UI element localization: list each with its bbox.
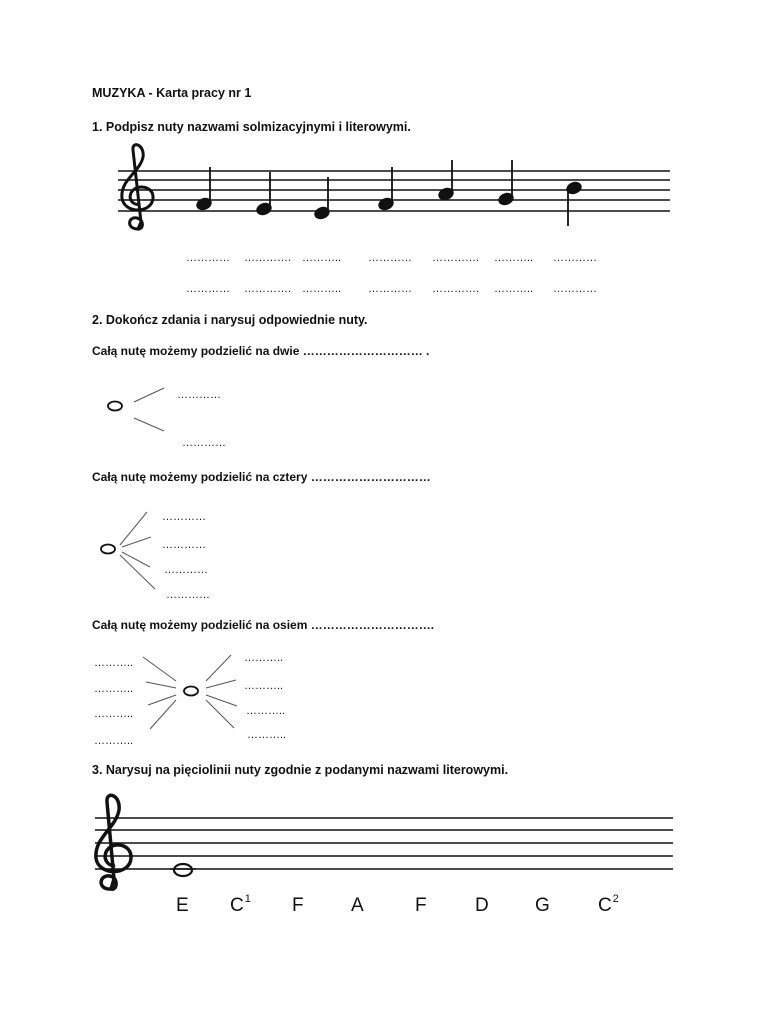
letter-name: $C^1$ — [230, 893, 251, 916]
sentence-two-halves: Całą nutę możemy podzielić na dwie ………………………… . — [92, 344, 430, 358]
answer-blank[interactable]: ………… — [186, 283, 230, 295]
answer-blank[interactable]: ………… — [186, 252, 230, 264]
answer-blank[interactable]: ……….. — [494, 252, 534, 264]
answer-blank[interactable]: ……….. — [244, 652, 284, 664]
letter-name: $C^2$ — [598, 893, 619, 916]
answer-blank[interactable]: ………… — [368, 252, 412, 264]
answer-blank[interactable]: ……….. — [302, 283, 342, 295]
answer-blank[interactable]: …………. — [244, 252, 292, 264]
letter-name: F — [292, 895, 304, 916]
answer-blank[interactable]: ……….. — [94, 735, 134, 747]
letter-name: A — [351, 895, 364, 916]
answer-blank[interactable]: ……….. — [94, 683, 134, 695]
sentence-four-quarters: Całą nutę możemy podzielić na cztery ………………………… — [92, 470, 431, 484]
answer-blank[interactable]: ………… — [164, 564, 208, 576]
answer-blank[interactable]: ………… — [177, 389, 221, 401]
answer-blank[interactable]: ……….. — [246, 705, 286, 717]
answer-blank[interactable]: ………… — [182, 437, 226, 449]
answer-blank[interactable]: ……….. — [94, 708, 134, 720]
answer-blank[interactable]: ………… — [162, 511, 206, 523]
answer-blank[interactable]: ……….. — [244, 680, 284, 692]
sentence-eight-eighths: Całą nutę możemy podzielić na osiem …………………………. — [92, 618, 435, 632]
answer-blank[interactable]: ………… — [162, 539, 206, 551]
worksheet-title: MUZYKA - Karta pracy nr 1 — [92, 86, 252, 100]
letter-name: F — [415, 895, 427, 916]
answer-blank[interactable]: ……….. — [94, 657, 134, 669]
answer-blank[interactable]: ……….. — [302, 252, 342, 264]
answer-blank[interactable]: …………. — [244, 283, 292, 295]
whole-note-icon — [174, 864, 192, 876]
answer-blank[interactable]: ………… — [553, 283, 597, 295]
task3-instruction: 3. Narysuj na pięciolinii nuty zgodnie z podanymi nazwami literowymi. — [92, 763, 509, 777]
answer-blank[interactable]: ………… — [553, 252, 597, 264]
letter-name: E — [176, 895, 189, 916]
answer-blank[interactable]: ……….. — [494, 283, 534, 295]
letter-name: G — [535, 895, 550, 916]
answer-blank[interactable]: ………… — [166, 589, 210, 601]
task1-instruction: 1. Podpisz nuty nazwami solmizacyjnymi i literowymi. — [92, 120, 411, 134]
letter-name: D — [475, 895, 489, 916]
answer-blank[interactable]: ………… — [368, 283, 412, 295]
answer-blank[interactable]: ……….. — [247, 729, 287, 741]
task2-instruction: 2. Dokończ zdania i narysuj odpowiednie nuty. — [92, 313, 368, 327]
answer-blank[interactable]: …………. — [432, 283, 480, 295]
answer-blank[interactable]: …………. — [432, 252, 480, 264]
